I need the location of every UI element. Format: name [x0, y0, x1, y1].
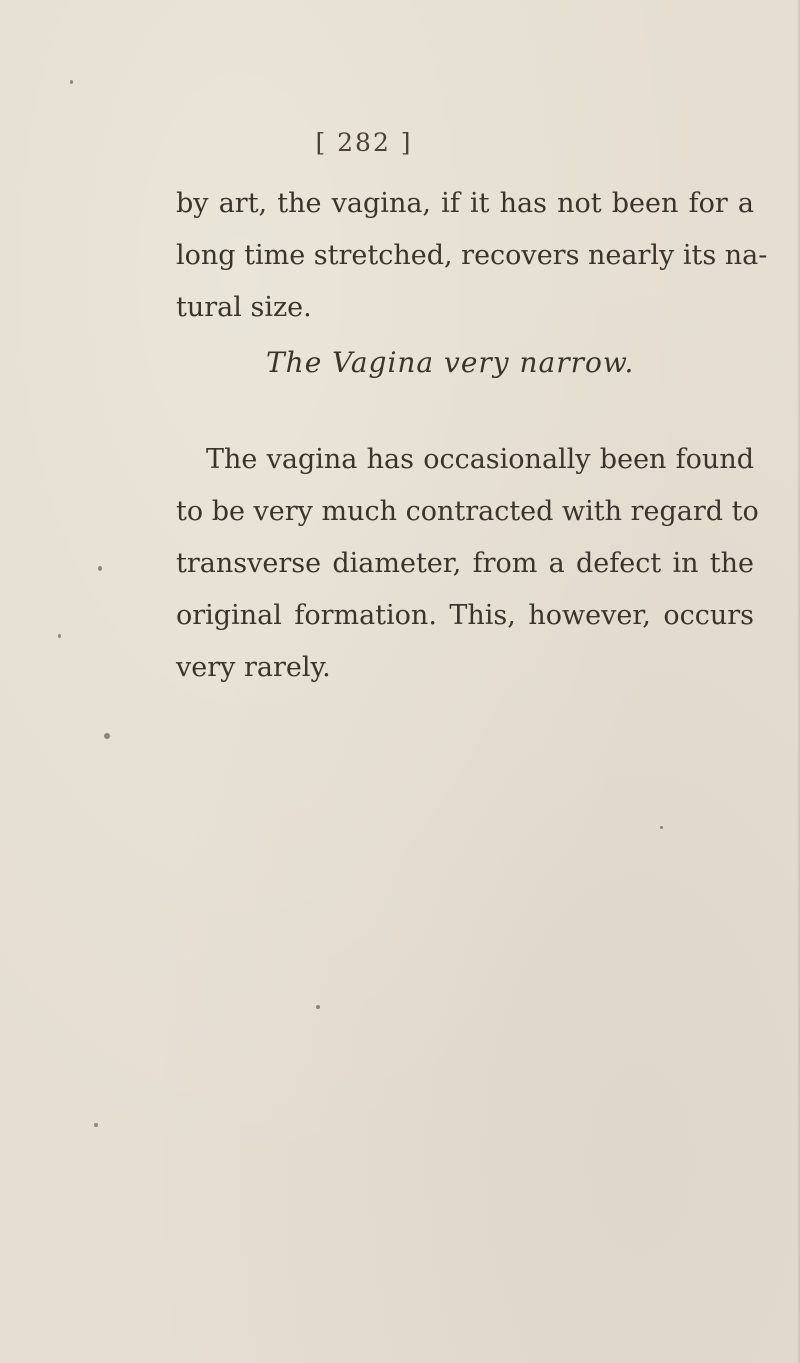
paper-speck — [58, 634, 61, 638]
paragraph-2 — [176, 434, 759, 694]
paragraph-line: original formation. This, however, occurs — [176, 600, 754, 631]
paragraph-line: by art, the vagina, if it has not been for a — [176, 188, 754, 219]
section-heading: The Vagina very narrow. — [266, 346, 635, 379]
paper-speck — [98, 566, 102, 571]
paper-speck — [316, 1005, 320, 1009]
paragraph-line: very rarely. — [176, 652, 331, 683]
paragraph-line: long time stretched, recovers nearly its na- — [176, 240, 768, 271]
paragraph-line: tural size. — [176, 292, 312, 323]
paper-speck — [104, 733, 110, 739]
paper-speck — [660, 826, 663, 829]
paper-speck — [70, 80, 73, 84]
page-number-header: [ 282 ] — [315, 128, 413, 157]
paragraph-1 — [176, 178, 768, 334]
paragraph-line: transverse diameter, from a defect in the — [176, 548, 754, 579]
paragraph-line: The vagina has occasionally been found — [206, 444, 754, 475]
paper-speck — [94, 1123, 98, 1127]
paragraph-line: to be very much contracted with regard to — [176, 496, 759, 527]
